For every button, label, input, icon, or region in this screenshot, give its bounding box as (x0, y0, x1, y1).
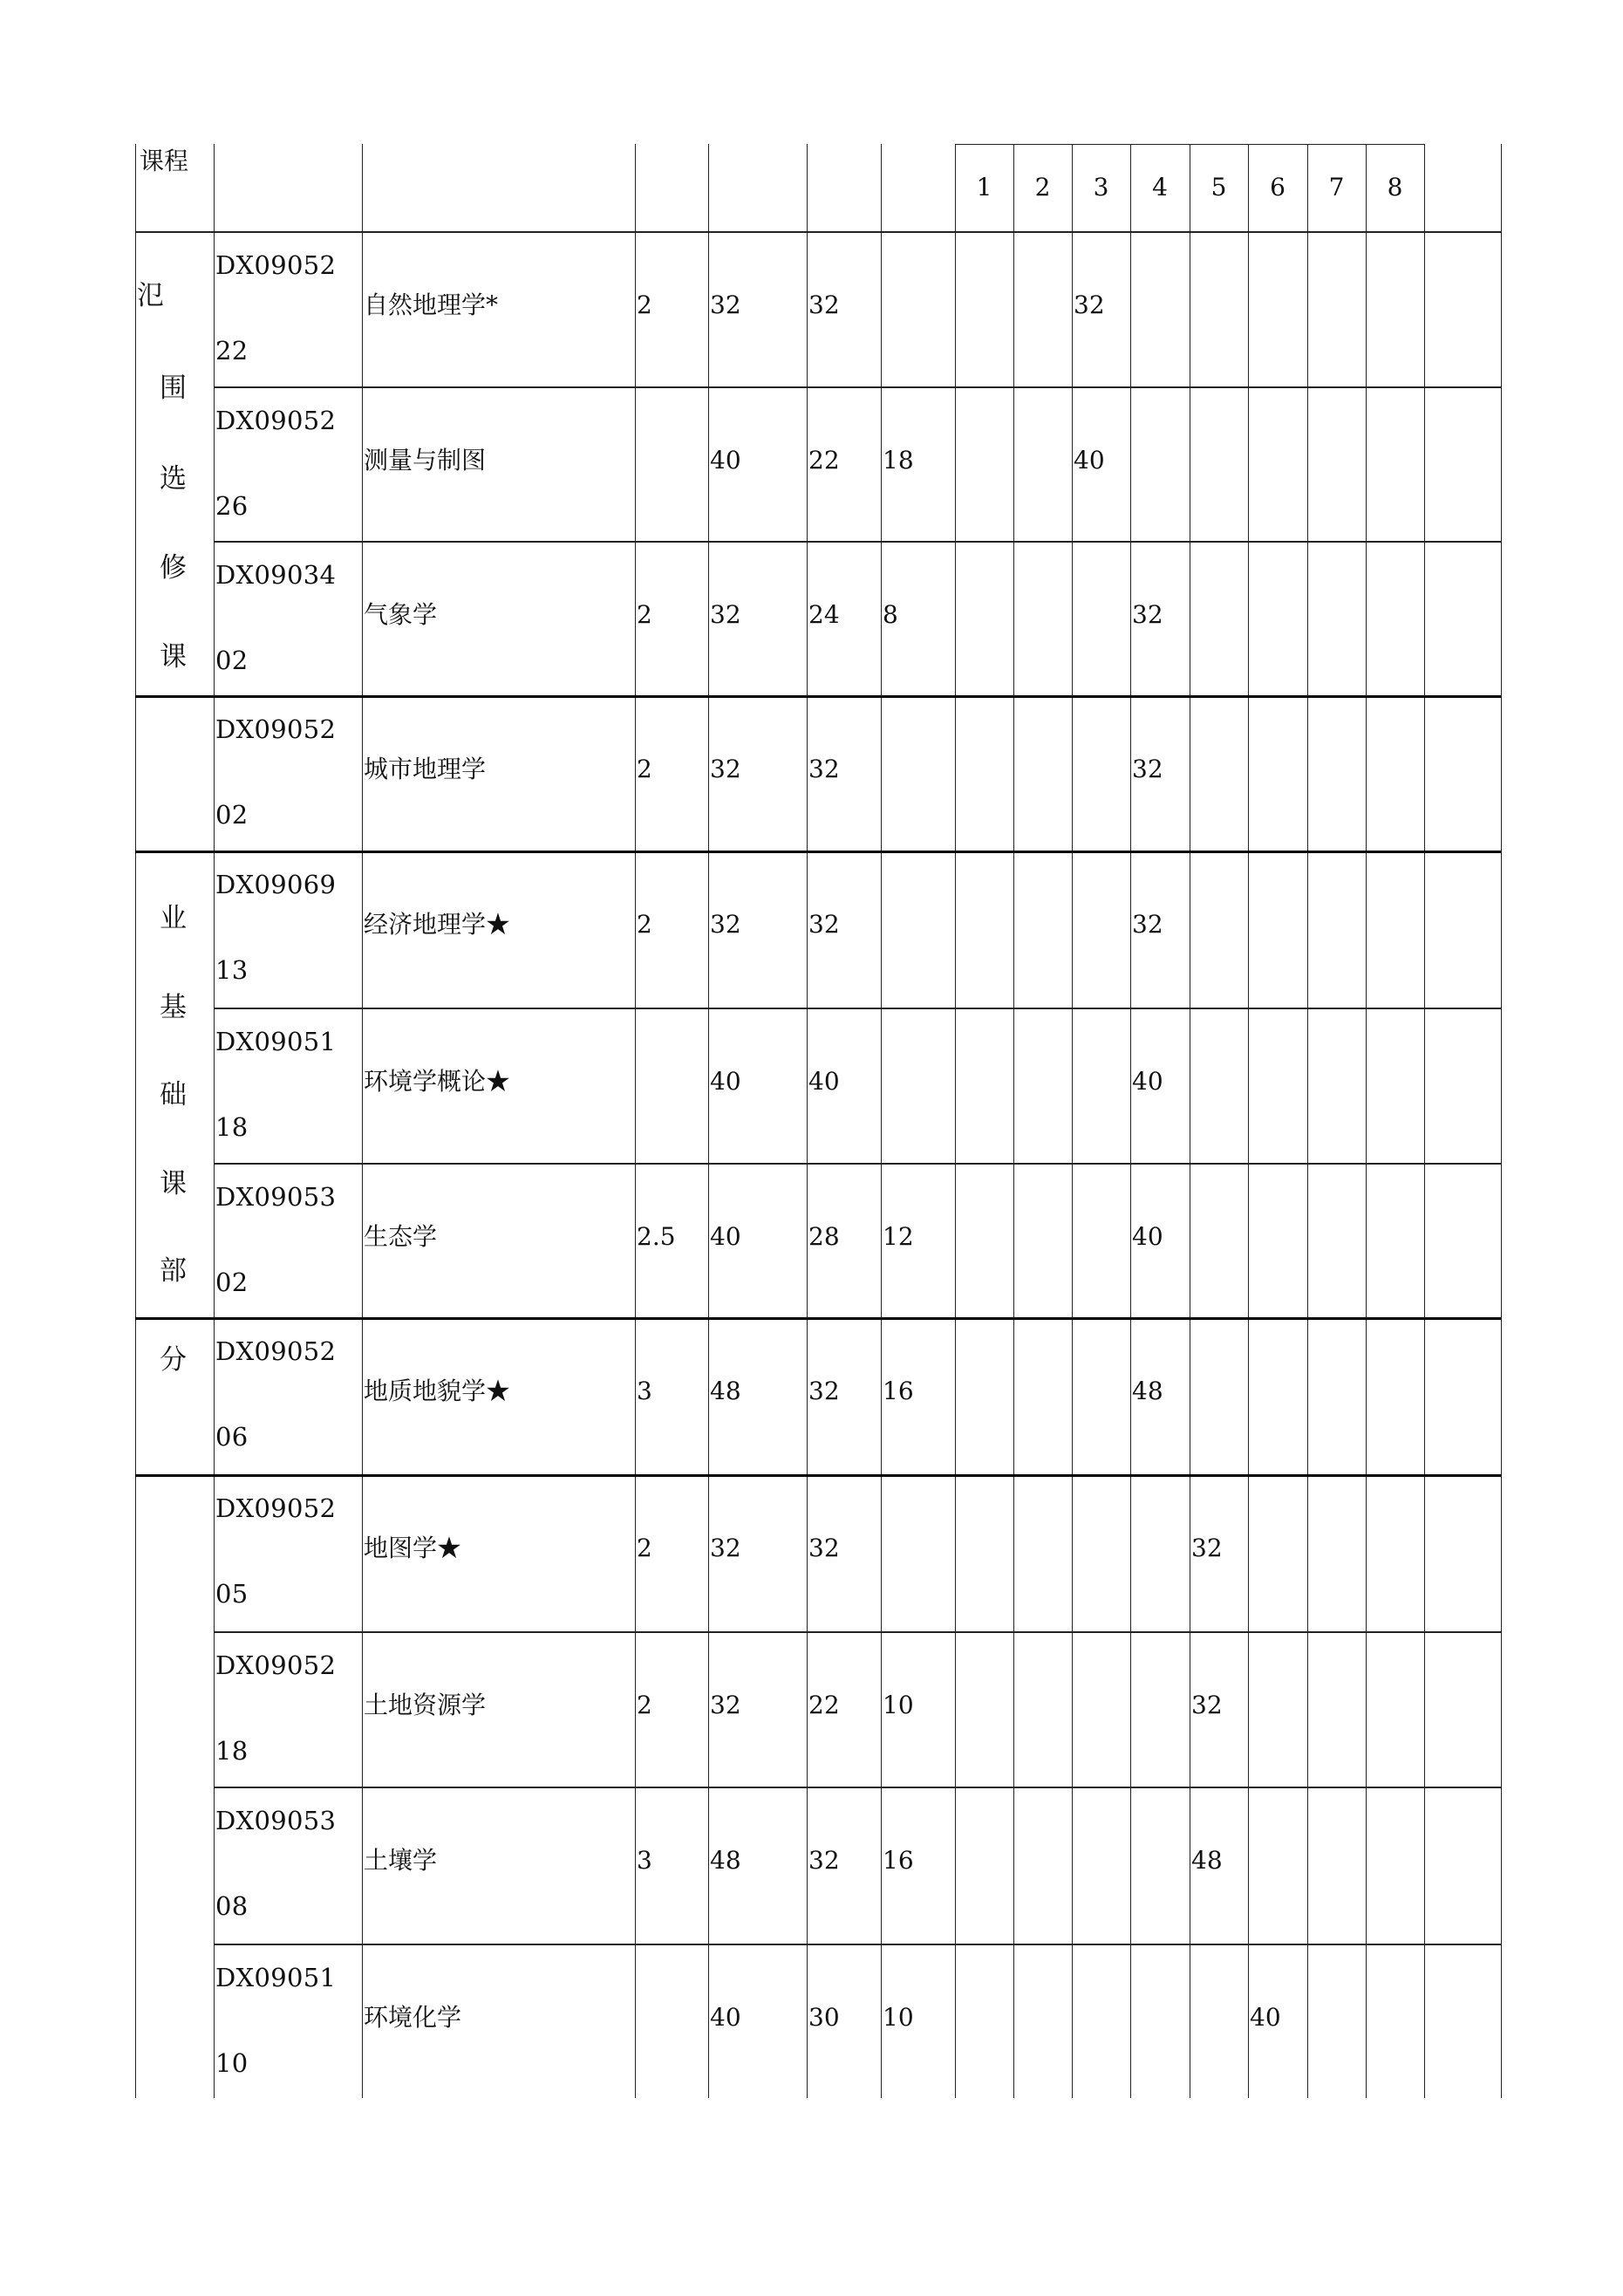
course-code-part1: DX09052 (215, 1336, 337, 1366)
practice-hours-value: 10 (883, 2003, 914, 2032)
course-code-part2: 05 (215, 1579, 249, 1609)
grid-vline (1366, 144, 1367, 2098)
practice-hours-value: 10 (883, 1691, 914, 1719)
total-hours-value: 32 (710, 1691, 741, 1719)
course-code-part1: DX09034 (215, 560, 337, 590)
course-name: 环境学概论★ (364, 1067, 511, 1096)
grid-vline (362, 144, 363, 2098)
semester-header-2: 2 (1034, 173, 1051, 202)
category-char: 修 (160, 552, 187, 584)
practice-hours-value: 18 (883, 446, 914, 475)
credits-value: 2 (637, 600, 652, 629)
course-name: 测量与制图 (364, 446, 487, 475)
lecture-hours-value: 22 (808, 1691, 840, 1719)
lecture-hours-value: 30 (808, 2003, 840, 2032)
category-char: 业 (160, 903, 187, 934)
grid-vline (1424, 144, 1425, 2098)
grid-hline (214, 541, 1501, 543)
course-code-part1: DX09052 (215, 250, 337, 280)
grid-hline (135, 695, 1501, 698)
course-name: 地质地貌学★ (364, 1377, 511, 1405)
grid-vline (1248, 144, 1249, 2098)
lecture-hours-value: 32 (808, 1846, 840, 1875)
total-hours-value: 32 (710, 600, 741, 629)
course-name: 自然地理学* (364, 290, 499, 319)
lecture-hours-value: 24 (808, 600, 840, 629)
course-code-part2: 02 (215, 1268, 249, 1297)
lecture-hours-value: 32 (808, 910, 840, 939)
lecture-hours-value: 40 (808, 1067, 840, 1096)
semester-header-1: 1 (976, 173, 992, 202)
practice-hours-value: 16 (883, 1377, 914, 1405)
semester-hours-value: 32 (1191, 1534, 1223, 1562)
course-code-part1: DX09053 (215, 1182, 337, 1212)
category-char: 课 (160, 641, 187, 673)
total-hours-value: 40 (710, 1067, 741, 1096)
semester-hours-value: 48 (1132, 1377, 1163, 1405)
corner-label: 课程 (140, 147, 189, 175)
course-code-part1: DX09052 (215, 1650, 337, 1680)
practice-hours-value: 16 (883, 1846, 914, 1875)
grid-vline (214, 144, 215, 2098)
grid-hline (214, 1008, 1501, 1009)
semester-hours-value: 40 (1250, 2003, 1281, 2032)
course-name: 经济地理学★ (364, 910, 511, 939)
lecture-hours-value: 22 (808, 446, 840, 475)
grid-vline (807, 144, 808, 2098)
grid-hline (214, 1944, 1501, 1945)
course-code-part1: DX09052 (215, 406, 337, 435)
semester-hours-value: 48 (1191, 1846, 1223, 1875)
total-hours-value: 40 (710, 2003, 741, 2032)
grid-vline (881, 144, 882, 2098)
course-code-part1: DX09053 (215, 1806, 337, 1835)
semester-header-top-line (955, 144, 1424, 145)
grid-vline (955, 144, 956, 2098)
semester-header-8: 8 (1387, 173, 1403, 202)
total-hours-value: 48 (710, 1846, 741, 1875)
course-code-part2: 10 (215, 2048, 249, 2078)
semester-hours-value: 32 (1191, 1691, 1223, 1719)
grid-hline (214, 1631, 1501, 1633)
semester-hours-value: 32 (1074, 290, 1105, 319)
semester-header-5: 5 (1210, 173, 1227, 202)
course-code-part2: 18 (215, 1736, 249, 1766)
category-char: 氾 (137, 280, 164, 311)
practice-hours-value: 8 (883, 600, 898, 629)
grid-vline (1501, 144, 1502, 2098)
grid-vline (1013, 144, 1014, 2098)
semester-hours-value: 32 (1132, 910, 1163, 939)
grid-hline (135, 231, 1501, 233)
category-char: 分 (160, 1344, 187, 1376)
semester-hours-value: 32 (1132, 600, 1163, 629)
category-char: 础 (160, 1079, 187, 1110)
grid-hline (214, 1787, 1501, 1788)
semester-header-6: 6 (1270, 173, 1285, 202)
category-char: 基 (160, 992, 187, 1023)
semester-header-4: 4 (1152, 173, 1168, 202)
course-code-part2: 26 (215, 491, 249, 521)
total-hours-value: 32 (710, 1534, 741, 1562)
grid-vline (1072, 144, 1073, 2098)
semester-header-3: 3 (1093, 173, 1109, 202)
lecture-hours-value: 32 (808, 755, 840, 783)
total-hours-value: 32 (710, 910, 741, 939)
total-hours-value: 48 (710, 1377, 741, 1405)
semester-hours-value: 40 (1132, 1067, 1163, 1096)
grid-hline (214, 1163, 1501, 1165)
course-code-part2: 13 (215, 955, 249, 985)
course-code-part2: 08 (215, 1891, 249, 1921)
credits-value: 2 (637, 1691, 652, 1719)
semester-header-7: 7 (1328, 173, 1345, 202)
category-char: 围 (160, 372, 187, 404)
semester-hours-value: 40 (1132, 1222, 1163, 1251)
course-code-part2: 02 (215, 646, 249, 675)
total-hours-value: 40 (710, 1222, 741, 1251)
course-name: 城市地理学 (364, 755, 487, 783)
lecture-hours-value: 32 (808, 1534, 840, 1562)
course-name: 气象学 (364, 600, 438, 629)
category-char: 部 (160, 1255, 187, 1287)
course-code-part2: 22 (215, 336, 249, 366)
credits-value: 2 (637, 290, 652, 319)
total-hours-value: 32 (710, 290, 741, 319)
category-char: 选 (160, 463, 187, 495)
course-code-part2: 06 (215, 1422, 249, 1452)
course-name: 地图学★ (364, 1534, 462, 1562)
grid-hline (135, 1474, 1501, 1477)
lecture-hours-value: 32 (808, 290, 840, 319)
total-hours-value: 32 (710, 755, 741, 783)
grid-hline (135, 851, 1501, 853)
grid-vline (1307, 144, 1308, 2098)
credits-value: 3 (637, 1846, 652, 1875)
course-code-part1: DX09052 (215, 714, 337, 744)
total-hours-value: 40 (710, 446, 741, 475)
credits-value: 2 (637, 755, 652, 783)
course-name: 生态学 (364, 1222, 438, 1251)
grid-vline (1130, 144, 1131, 2098)
category-char: 课 (160, 1168, 187, 1199)
course-name: 环境化学 (364, 2003, 462, 2032)
course-code-part1: DX09052 (215, 1493, 337, 1523)
grid-vline (635, 144, 636, 2098)
course-code-part2: 18 (215, 1112, 249, 1142)
course-code-part1: DX09051 (215, 1963, 337, 1992)
credits-value: 2 (637, 1534, 652, 1562)
course-name: 土壤学 (364, 1846, 438, 1875)
grid-hline (135, 1317, 1501, 1320)
grid-vline (708, 144, 709, 2098)
course-code-part2: 02 (215, 800, 249, 830)
semester-hours-value: 32 (1132, 755, 1163, 783)
practice-hours-value: 12 (883, 1222, 914, 1251)
credits-value: 2 (637, 910, 652, 939)
course-name: 土地资源学 (364, 1691, 487, 1719)
grid-vline (135, 144, 136, 2098)
lecture-hours-value: 32 (808, 1377, 840, 1405)
credits-value: 2.5 (637, 1222, 676, 1251)
lecture-hours-value: 28 (808, 1222, 840, 1251)
course-code-part1: DX09051 (215, 1027, 337, 1056)
semester-hours-value: 40 (1074, 446, 1105, 475)
course-code-part1: DX09069 (215, 870, 337, 899)
grid-hline (214, 386, 1501, 388)
credits-value: 3 (637, 1377, 652, 1405)
